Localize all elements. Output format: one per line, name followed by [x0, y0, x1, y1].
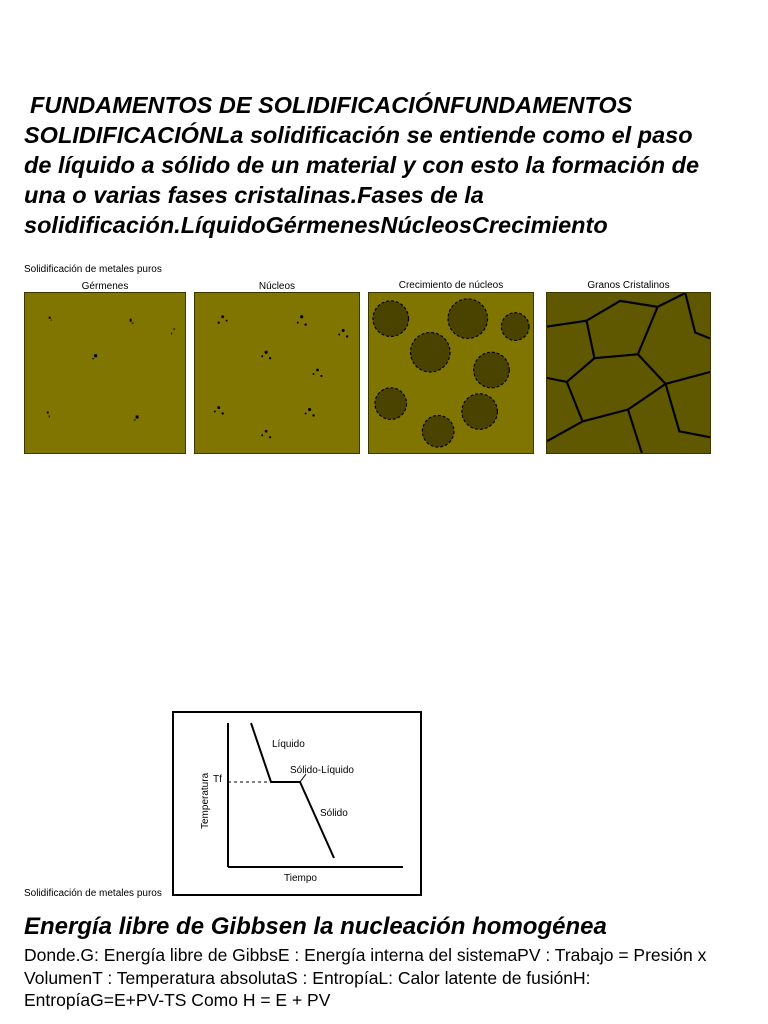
panel-nucleos-image — [194, 292, 360, 454]
figure-caption-2: Solidificación de metales puros — [24, 888, 162, 899]
germs-illustration — [25, 293, 185, 453]
growth-illustration — [369, 293, 533, 453]
panel-title-germenes: Gérmenes — [81, 281, 129, 292]
panel-title-crecimiento: Crecimiento de núcleos — [398, 280, 504, 291]
gibbs-body-text: Donde.G: Energía libre de GibbsE : Energía interna del sistemaPV : Trabajo = Presión x VolumenT : Temperatura absolutaS : EntropíaL: Calor latente de fusiónH: EntropíaG=E+PV-TS Como H = E + PV — [24, 945, 707, 1010]
solid-label: Sólido — [320, 808, 348, 819]
panel-granos-image — [546, 292, 711, 454]
tf-label: Tf — [213, 774, 222, 785]
gibbs-heading: Energía libre de Gibbsen la nucleación homogénea — [24, 913, 607, 940]
cooling-curve-svg — [174, 713, 420, 894]
solid-liquid-label: Sólido-Líquido — [290, 765, 354, 776]
panel-title-granos: Granos Cristalinos — [587, 280, 670, 291]
panel-crecimiento-image — [368, 292, 534, 454]
x-axis-label: Tiempo — [284, 873, 317, 884]
figure-caption: Solidificación de metales puros — [24, 264, 162, 275]
cooling-curve-figure — [172, 711, 422, 896]
y-axis-label: Temperatura — [200, 772, 211, 829]
grains-illustration — [547, 293, 710, 453]
intro-paragraph: FUNDAMENTOS DE SOLIDIFICACIÓNFUNDAMENTOS SOLIDIFICACIÓNLa solidificación se entiende como el paso de líquido a sólido de un material y con esto la formación de una o varias fases cristalinas.Fases de la solidificación.LíquidoGérmenesNúcleosCrecimiento — [24, 92, 700, 238]
nuclei-illustration — [195, 293, 359, 453]
liquid-label: Líquido — [272, 739, 305, 750]
panel-germenes-image — [24, 292, 186, 454]
panel-title-nucleos: Núcleos — [258, 281, 296, 292]
